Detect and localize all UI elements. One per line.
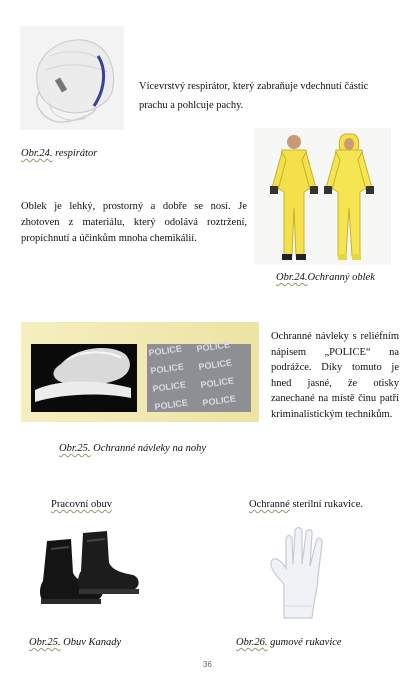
work-shoes-heading <box>51 495 238 514</box>
caption-text: gumové rukavice <box>267 637 342 648</box>
heading-text: sterilní rukavice. <box>289 499 363 510</box>
gloves-heading <box>249 495 363 514</box>
gloves-image <box>262 526 344 622</box>
caption-text: respirátor <box>52 148 98 159</box>
gloves-caption <box>236 637 342 648</box>
caption-text: Ochranný oblek <box>307 272 375 283</box>
suit-description: Oblek je lehký, prostorný a dobře se nosí. Je zhotoven z materiálu, který odolává roztržení, propíchnutí a účinkům mnoha chemikálií. <box>21 201 247 244</box>
figure-label: Obr.26. <box>236 637 268 648</box>
protective-suit-image <box>254 128 391 265</box>
page-number: 36 <box>203 660 212 669</box>
police-text: POLICE <box>149 361 185 376</box>
figure-label: Obr.25. <box>29 637 61 648</box>
police-text: POLICE <box>151 379 187 394</box>
boots-caption <box>29 637 121 648</box>
figure-label: Obr.25. <box>59 443 91 454</box>
figure-label: Obr.24. <box>21 148 53 159</box>
respirator-description: Vícevrstvý respirátor, který zabraňuje vdechnutí částic prachu a pohlcuje pachy. <box>139 81 369 111</box>
heading-label: Ochranné <box>249 499 290 510</box>
caption-text: Obuv Kanady <box>60 637 122 648</box>
shoe-covers-caption <box>59 443 206 454</box>
police-text: POLICE <box>201 393 237 408</box>
respirator-caption <box>21 148 97 159</box>
caption-text: Ochranné návleky na nohy <box>90 443 206 454</box>
police-text: POLICE <box>153 397 189 412</box>
shoe-covers-image <box>21 322 259 422</box>
suit-caption <box>276 272 375 283</box>
respirator-image <box>20 26 124 130</box>
police-text: POLICE <box>147 343 183 358</box>
police-text: POLICE <box>195 339 231 354</box>
police-text: POLICE <box>199 375 235 390</box>
heading-text: Pracovní obuv <box>51 499 112 510</box>
shoe-covers-description: Ochranné návleky s reliéfním nápisem „POLICE“ na podrážce. Díky tomuto je hned jasné, že otisky zanechané na místě činu patří kriminalistickým technikům. <box>271 331 399 420</box>
boots-image <box>27 523 145 611</box>
police-text: POLICE <box>197 357 233 372</box>
figure-label: Obr.24. <box>276 272 308 283</box>
